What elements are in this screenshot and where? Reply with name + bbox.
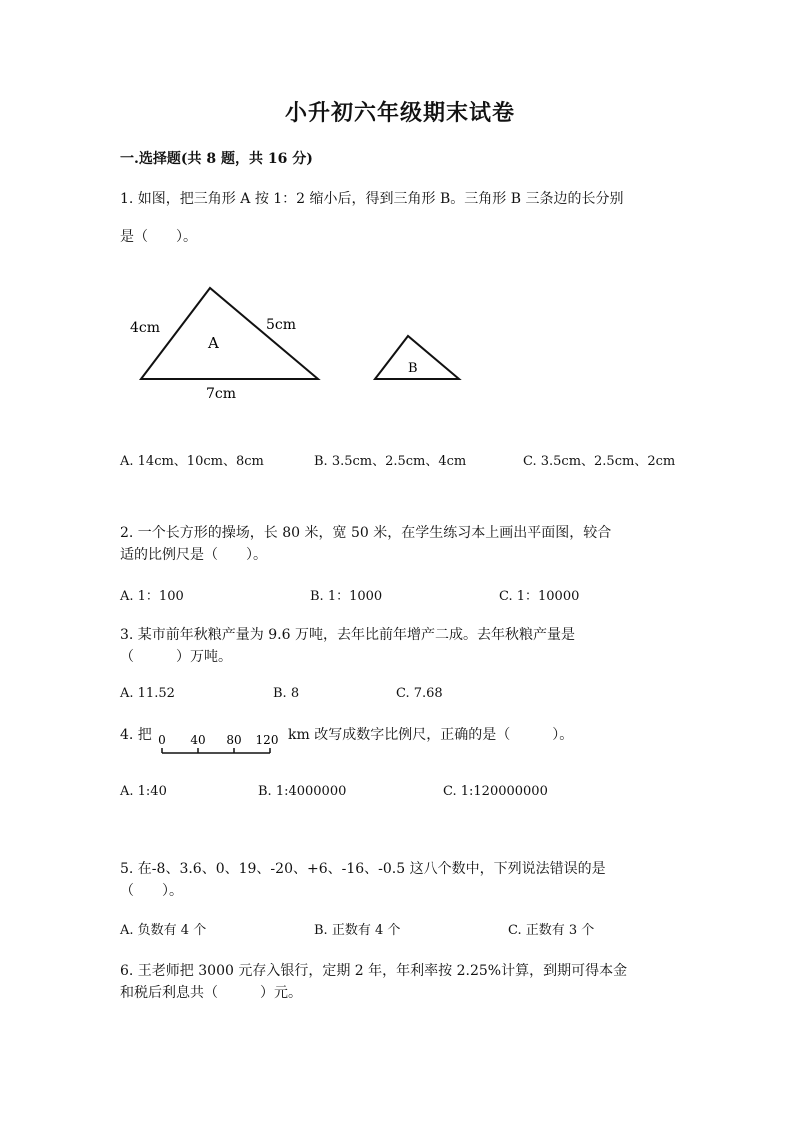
triangle-b-label: B (408, 361, 418, 376)
question-1-option-a[interactable]: A. 14cm、10cm、8cm (120, 454, 264, 469)
line-scale (155, 730, 285, 760)
triangle-a (141, 288, 318, 379)
side-label-left: 4cm (130, 320, 161, 336)
question-4-suffix: km 改写成数字比例尺，正确的是（ ）。 (288, 727, 574, 743)
question-6-line-1: 6. 王老师把 3000 元存入银行，定期 2 年，年利率按 2.25%计算，到期可得本金 (120, 963, 628, 979)
question-1-option-b[interactable]: B. 3.5cm、2.5cm、4cm (314, 454, 467, 469)
question-5-option-a[interactable]: A. 负数有 4 个 (120, 923, 207, 938)
page-title: 小升初六年级期末试卷 (284, 100, 515, 126)
section-heading: 一.选择题(共 8 题，共 16 分) (120, 151, 313, 167)
scale-label: 80 (226, 733, 242, 747)
question-5-option-b[interactable]: B. 正数有 4 个 (314, 923, 401, 938)
question-1-option-c[interactable]: C. 3.5cm、2.5cm、2cm (523, 454, 676, 469)
scale-label: 120 (255, 733, 279, 747)
question-4-option-c[interactable]: C. 1:120000000 (443, 784, 548, 799)
question-2-option-b[interactable]: B. 1：1000 (310, 589, 383, 604)
question-6-line-2: 和税后利息共（ ）元。 (120, 985, 302, 1001)
question-3-option-b[interactable]: B. 8 (273, 686, 300, 701)
question-1-line-2: 是（ ）。 (120, 229, 197, 245)
question-3-line-2: （ ）万吨。 (120, 649, 232, 665)
question-4-option-b[interactable]: B. 1:4000000 (258, 784, 347, 799)
question-2-option-a[interactable]: A. 1：100 (120, 589, 184, 604)
question-3-option-a[interactable]: A. 11.52 (120, 686, 175, 701)
question-3-option-c[interactable]: C. 7.68 (396, 686, 443, 701)
triangle-a-label: A (208, 334, 219, 352)
question-1-line-1: 1. 如图，把三角形 A 按 1：2 缩小后，得到三角形 B。三角形 B 三条边的长分别 (120, 191, 624, 207)
scale-label: 0 (158, 733, 166, 747)
question-4-option-a[interactable]: A. 1:40 (120, 784, 167, 799)
question-2-line-1: 2. 一个长方形的操场，长 80 米，宽 50 米，在学生练习本上画出平面图，较合 (120, 525, 612, 541)
question-3-line-1: 3. 某市前年秋粮产量为 9.6 万吨，去年比前年增产二成。去年秋粮产量是 (120, 627, 575, 643)
question-5-line-1: 5. 在-8、3.6、0、19、-20、+6、-16、-0.5 这八个数中，下列说法错误的是 (120, 861, 606, 877)
side-label-bottom: 7cm (206, 386, 237, 402)
question-2-option-c[interactable]: C. 1：10000 (499, 589, 580, 604)
scale-label: 40 (190, 733, 206, 747)
question-5-option-c[interactable]: C. 正数有 3 个 (508, 923, 595, 938)
side-label-right: 5cm (266, 317, 297, 333)
question-4-prefix: 4. 把 (120, 727, 152, 743)
question-2-line-2: 适的比例尺是（ ）。 (120, 547, 267, 563)
question-5-line-2: （ ）。 (120, 883, 183, 899)
triangles-figure (110, 280, 490, 410)
